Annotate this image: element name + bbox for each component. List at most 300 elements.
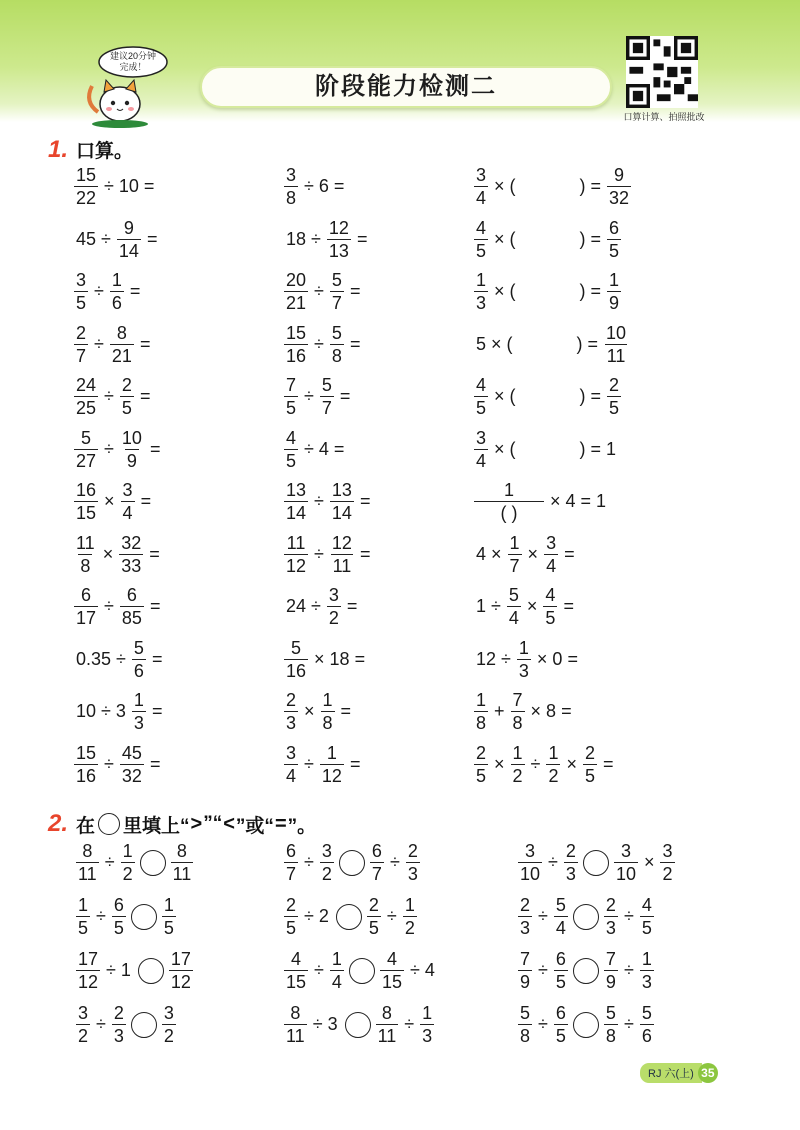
numerator: 5 — [291, 637, 302, 658]
oral-calc-item — [472, 586, 578, 627]
bubble-line1: 建议20分钟 — [109, 51, 157, 61]
compare-item — [74, 1004, 178, 1045]
section1-label: 口算。 — [76, 141, 134, 162]
fraction — [120, 376, 134, 417]
numerator: 2 — [565, 841, 576, 861]
fraction — [474, 744, 488, 785]
operator-text: ÷ 10 = — [104, 176, 155, 196]
oral-calc-item — [472, 219, 623, 260]
numerator: 2 — [520, 895, 531, 915]
numerator: 4 — [386, 949, 397, 969]
denominator: 15 — [286, 972, 307, 992]
denominator: 7 — [76, 345, 87, 366]
denominator: 4 — [286, 765, 297, 786]
fraction — [604, 896, 618, 937]
numerator: 1 — [331, 949, 342, 969]
denominator: 3 — [605, 918, 616, 938]
fraction — [543, 586, 557, 627]
oral-calc-item — [282, 534, 374, 575]
section1-title — [48, 136, 133, 164]
numerator: 6 — [286, 841, 297, 861]
denominator: 3 — [520, 918, 531, 938]
denominator: 8 — [520, 1026, 531, 1046]
operator-text: = — [339, 386, 351, 406]
denominator: 5 — [609, 240, 620, 261]
numerator: 2 — [407, 841, 418, 861]
fraction — [614, 842, 638, 883]
operator-text: = — [146, 228, 158, 249]
cat-mascot-icon — [78, 42, 188, 128]
fraction — [162, 896, 176, 937]
compare-circle[interactable] — [573, 904, 599, 930]
oral-calc-item — [72, 639, 166, 680]
numerator: 6 — [555, 1003, 566, 1023]
fraction — [554, 950, 568, 991]
fraction — [507, 586, 521, 627]
fraction — [284, 481, 308, 522]
fraction — [284, 842, 298, 883]
denominator: 11 — [377, 1026, 397, 1046]
operator-text: × ( — [494, 228, 516, 249]
oral-calc-item — [472, 324, 630, 365]
operator-text: × — [104, 491, 115, 511]
oral-calc-item — [282, 324, 364, 365]
fraction — [546, 744, 560, 785]
oral-calc-item — [472, 691, 576, 732]
fraction — [330, 950, 344, 991]
denominator: 7 — [371, 864, 382, 884]
fraction — [74, 376, 98, 417]
numerator: 8 — [82, 841, 93, 861]
operator-text: = — [149, 543, 160, 564]
fraction — [74, 534, 97, 575]
oral-calc-item — [472, 376, 623, 417]
fraction — [74, 429, 98, 470]
fraction — [284, 534, 308, 575]
compare-circle[interactable] — [131, 1012, 157, 1038]
operator-text: 10 ÷ 3 — [76, 701, 126, 721]
fraction — [169, 950, 193, 991]
compare-circle[interactable] — [339, 850, 365, 876]
denominator: 3 — [641, 972, 652, 992]
numerator: 32 — [121, 532, 142, 553]
fraction — [330, 271, 344, 312]
compare-item — [516, 1004, 656, 1045]
numerator: 5 — [331, 270, 342, 290]
operator-text: ÷ — [538, 906, 548, 926]
fraction — [640, 896, 654, 937]
denominator: 8 — [476, 713, 487, 733]
oral-calc-item — [282, 429, 348, 470]
denominator: 12 — [321, 765, 342, 786]
fraction — [327, 586, 341, 627]
section2-text-e: ”。 — [287, 815, 317, 837]
compare-circle[interactable] — [140, 850, 166, 876]
denominator: 7 — [286, 864, 297, 884]
numerator: 3 — [662, 841, 673, 861]
compare-circle[interactable] — [345, 1012, 371, 1038]
numerator: 15 — [76, 742, 97, 763]
compare-circle[interactable] — [573, 1012, 599, 1038]
fraction — [120, 429, 144, 470]
operator-text: = — [151, 648, 163, 669]
compare-circle[interactable] — [336, 904, 362, 930]
denominator: 4 — [476, 188, 487, 208]
numerator: 1 — [404, 895, 415, 915]
operator-text: 18 ÷ — [286, 228, 321, 249]
operator-text: ÷ — [389, 852, 400, 872]
fraction — [518, 950, 532, 991]
operator-text: = — [149, 596, 161, 616]
numerator: 6 — [126, 585, 137, 605]
fraction — [119, 534, 143, 575]
compare-item — [74, 950, 195, 991]
denominator: 5 — [555, 972, 566, 992]
section2-title — [48, 810, 316, 838]
numerator: 10 — [606, 322, 627, 343]
compare-circle[interactable] — [131, 904, 157, 930]
denominator: 25 — [76, 398, 97, 418]
numerator: 5 — [331, 322, 342, 343]
denominator: 12 — [170, 972, 191, 992]
denominator: 15 — [381, 972, 402, 992]
compare-item — [516, 896, 656, 937]
compare-item — [282, 896, 419, 937]
fraction — [120, 586, 144, 627]
fraction — [121, 481, 135, 522]
fraction — [76, 842, 99, 883]
fraction — [564, 842, 578, 883]
numerator: 2 — [584, 742, 595, 763]
denominator: 5 — [286, 398, 297, 418]
bubble-line2: 完成！ — [119, 62, 147, 72]
denominator: 11 — [606, 345, 626, 366]
operator-text: ÷ — [104, 596, 114, 616]
numerator: 3 — [525, 841, 536, 861]
operator-text: = — [349, 333, 361, 354]
denominator: 2 — [122, 864, 133, 884]
numerator: 15 — [76, 165, 97, 185]
numerator: 8 — [381, 1003, 392, 1023]
numerator: 3 — [286, 742, 297, 763]
operator-text: = — [149, 438, 161, 459]
oral-calc-item — [472, 481, 610, 522]
fraction — [370, 842, 384, 883]
operator-text: = — [564, 543, 575, 564]
operator-text: × — [494, 753, 505, 774]
fraction — [474, 376, 488, 417]
denominator: 8 — [322, 713, 333, 733]
compare-item — [282, 950, 439, 991]
operator-text: 24 ÷ — [286, 596, 321, 616]
denominator: 4 — [555, 918, 566, 938]
fraction — [320, 376, 334, 417]
oral-calc-item — [72, 166, 158, 207]
denominator: 3 — [133, 713, 144, 733]
denominator: 21 — [286, 293, 307, 313]
operator-text: ) = — [579, 228, 602, 249]
operator-text: × — [527, 543, 539, 564]
fraction — [284, 691, 298, 732]
fraction — [607, 376, 621, 417]
numerator: 6 — [81, 585, 92, 605]
compare-circle[interactable] — [349, 958, 375, 984]
denominator: 4 — [546, 555, 557, 576]
denominator: 9 — [520, 972, 531, 992]
oral-calc-item — [72, 744, 164, 785]
denominator: 8 — [80, 555, 91, 576]
oral-calc-item — [282, 271, 364, 312]
fraction — [474, 481, 544, 522]
denominator: 13 — [328, 240, 349, 261]
operator-text: = — [139, 386, 151, 406]
compare-circle[interactable] — [573, 958, 599, 984]
operator-text: ÷ — [314, 543, 324, 564]
fraction — [284, 896, 298, 937]
denominator: 5 — [476, 398, 487, 418]
operator-text: ÷ — [386, 906, 397, 926]
denominator: 5 — [555, 1026, 566, 1046]
operator-text: × — [566, 753, 577, 774]
compare-item — [74, 842, 195, 883]
compare-circle[interactable] — [583, 850, 609, 876]
numerator: 4 — [476, 217, 487, 238]
numerator: 1 — [503, 480, 514, 500]
oral-calc-item — [72, 481, 155, 522]
fraction — [284, 166, 298, 207]
denominator: 5 — [609, 398, 620, 418]
numerator: 3 — [163, 1003, 174, 1023]
operator-text: × 18 = — [314, 648, 366, 669]
compare-item — [282, 1004, 436, 1045]
oral-calc-item — [282, 376, 354, 417]
numerator: 10 — [121, 427, 142, 448]
operator-text: × 8 = — [530, 701, 572, 721]
denominator: 8 — [286, 188, 297, 208]
fraction — [517, 639, 531, 680]
fraction — [110, 324, 134, 365]
fraction — [284, 324, 308, 365]
fraction — [330, 481, 354, 522]
numerator: 2 — [368, 895, 379, 915]
numerator: 5 — [641, 1003, 652, 1023]
section2-text-d: ”或“ — [235, 815, 274, 837]
operator-text: × 4 = 1 — [550, 491, 607, 511]
denominator: 32 — [609, 188, 630, 208]
operator-text: ÷ 6 = — [304, 176, 345, 196]
numerator: 4 — [291, 949, 302, 969]
denominator: 7 — [509, 555, 520, 576]
fraction — [132, 691, 146, 732]
fraction — [607, 219, 621, 260]
numerator: 7 — [286, 375, 297, 395]
fraction — [330, 534, 354, 575]
qr-code-icon — [626, 36, 698, 108]
oral-calc-item — [72, 324, 154, 365]
denominator: 8 — [605, 1026, 616, 1046]
greater-than-symbol: > — [190, 812, 203, 835]
numerator: 3 — [76, 270, 87, 290]
numerator: 7 — [520, 949, 531, 969]
denominator: 14 — [286, 503, 307, 523]
denominator: 4 — [508, 608, 519, 628]
fraction — [74, 744, 98, 785]
denominator: 3 — [476, 293, 487, 313]
fraction — [74, 166, 98, 207]
numerator: 3 — [122, 480, 133, 500]
operator-text: 0.35 ÷ — [76, 648, 126, 669]
operator-text: = — [359, 491, 371, 511]
qr-caption: 口算计算、拍照批改 — [623, 112, 705, 122]
fraction — [403, 896, 417, 937]
denominator: 7 — [321, 398, 332, 418]
operator-text: ) = 1 — [579, 438, 617, 459]
operator-text: × ( — [494, 386, 516, 406]
numerator: 3 — [321, 841, 332, 861]
fraction — [420, 1004, 434, 1045]
section2-text-b: 里填上“ — [123, 815, 190, 837]
fraction — [74, 481, 98, 522]
operator-text: ÷ — [96, 906, 106, 926]
operator-text: ÷ — [538, 960, 548, 980]
oral-calc-item — [72, 586, 164, 627]
numerator: 6 — [555, 949, 566, 969]
fraction — [367, 896, 381, 937]
numerator: 1 — [422, 1003, 433, 1023]
compare-circle[interactable] — [138, 958, 164, 984]
numerator: 4 — [476, 375, 487, 395]
operator-text: ÷ — [104, 386, 114, 406]
denominator: 14 — [331, 503, 352, 523]
operator-text: ÷ — [94, 333, 104, 354]
denominator: 5 — [641, 918, 652, 938]
oral-calc-item — [72, 429, 164, 470]
denominator: 5 — [113, 918, 124, 938]
denominator: 5 — [121, 398, 132, 418]
denominator: 5 — [286, 918, 297, 938]
less-than-symbol: < — [223, 812, 235, 835]
operator-text: = — [349, 753, 361, 774]
operator-text: ÷ — [538, 1014, 548, 1034]
fraction — [474, 219, 488, 260]
fraction — [518, 842, 542, 883]
numerator: 13 — [286, 480, 307, 500]
oral-calc-item — [472, 534, 579, 575]
operator-text: × — [643, 852, 655, 872]
numerator: 1 — [476, 690, 487, 710]
fraction — [320, 744, 344, 785]
fraction — [320, 842, 334, 883]
oral-calc-item — [72, 534, 164, 575]
operator-text: ÷ — [314, 491, 324, 511]
operator-text: × ( — [494, 281, 516, 301]
denominator: 3 — [113, 1026, 124, 1046]
numerator: 2 — [605, 895, 616, 915]
fraction — [117, 219, 141, 260]
grade-label: RJ 六(上) — [640, 1063, 702, 1083]
fraction — [171, 842, 194, 883]
denominator: 11 — [286, 1026, 305, 1046]
numerator: 7 — [605, 949, 616, 969]
denominator: 4 — [476, 450, 487, 471]
oral-calc-item — [282, 166, 348, 207]
numerator: 3 — [476, 165, 487, 185]
circle-symbol-icon — [98, 813, 120, 835]
oral-calc-item — [472, 271, 623, 312]
denominator: 9 — [126, 450, 137, 471]
fraction — [284, 271, 308, 312]
denominator: 2 — [163, 1026, 174, 1046]
numerator: 12 — [328, 217, 349, 238]
operator-text: × — [526, 596, 538, 616]
fraction — [604, 950, 618, 991]
numerator: 5 — [508, 585, 519, 605]
denominator: ( ) — [474, 501, 544, 522]
equals-symbol: = — [274, 812, 287, 835]
operator-text: ) = — [579, 386, 602, 406]
denominator: 5 — [545, 608, 556, 628]
operator-text: = — [356, 228, 368, 249]
oral-calc-item — [282, 744, 364, 785]
fraction — [74, 586, 98, 627]
operator-text: × ( — [494, 438, 516, 459]
numerator: 2 — [113, 1003, 124, 1023]
operator-text: 12 ÷ — [476, 648, 511, 669]
denominator: 6 — [111, 293, 122, 313]
fraction — [284, 639, 308, 680]
page-footer — [640, 1063, 718, 1083]
operator-text: ÷ 3 — [312, 1014, 338, 1034]
numerator: 17 — [170, 949, 191, 969]
oral-calc-item — [72, 376, 154, 417]
denominator: 85 — [121, 608, 142, 628]
operator-text: ÷ 1 — [106, 960, 131, 980]
denominator: 9 — [609, 293, 620, 313]
operator-text: = — [129, 281, 141, 301]
oral-calc-item — [282, 639, 369, 680]
operator-text: ÷ — [404, 1014, 415, 1034]
denominator: 3 — [422, 1026, 433, 1046]
denominator: 6 — [133, 660, 144, 681]
operator-text: ÷ — [94, 281, 104, 301]
operator-text: ÷ — [304, 386, 314, 406]
fraction — [284, 744, 298, 785]
denominator: 16 — [76, 765, 97, 786]
denominator: 11 — [172, 864, 192, 884]
denominator: 2 — [662, 864, 673, 884]
fraction — [76, 896, 90, 937]
fraction — [554, 896, 568, 937]
fraction — [604, 324, 628, 365]
oral-calc-item — [282, 219, 371, 260]
numerator: 1 — [163, 895, 174, 915]
numerator: 5 — [321, 375, 332, 395]
denominator: 21 — [111, 345, 132, 366]
numerator: 1 — [476, 270, 487, 290]
numerator: 20 — [286, 270, 307, 290]
numerator: 5 — [555, 895, 566, 915]
numerator: 3 — [328, 585, 339, 605]
operator-text: = — [359, 543, 371, 564]
denominator: 33 — [121, 555, 142, 576]
numerator: 15 — [286, 322, 307, 343]
denominator: 14 — [118, 240, 139, 261]
numerator: 3 — [546, 532, 557, 553]
denominator: 11 — [332, 555, 352, 576]
compare-item — [516, 842, 677, 883]
fraction — [132, 639, 146, 680]
operator-text: 5 × ( — [476, 333, 513, 354]
